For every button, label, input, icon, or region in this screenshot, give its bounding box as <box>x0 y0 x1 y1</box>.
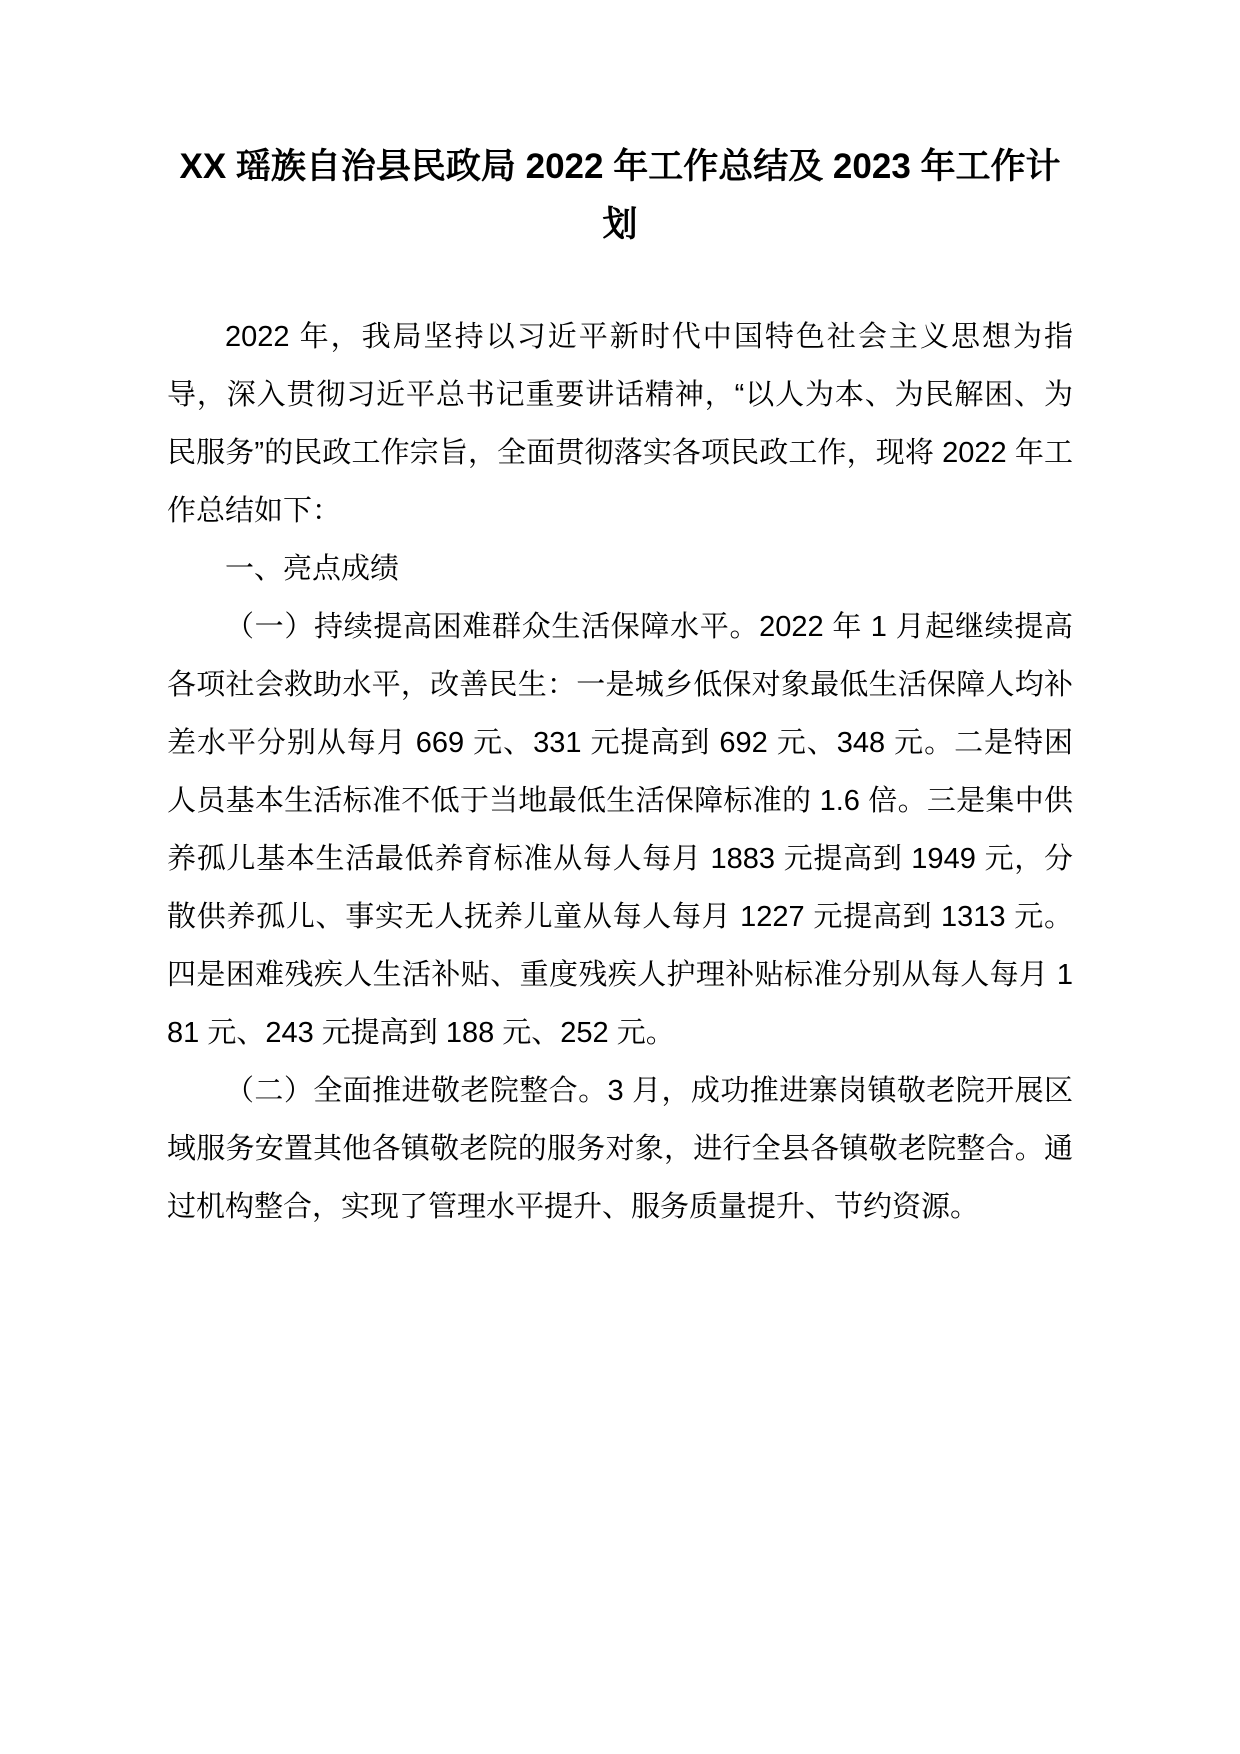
document-body <box>167 308 1073 1236</box>
section-heading-highlights: 一、亮点成绩 <box>225 553 400 585</box>
paragraph-section-2: （二）全面推进敬老院整合。3 月，成功推进寨岗镇敬老院开展区域服务安置其他各镇敬老院的服务对象，进行全县各镇敬老院整合。通过机构整合，实现了管理水平提升、服务质量提升、节约资源。 <box>167 1075 1073 1223</box>
document-title: XX 瑶族自治县民政局 2022 年工作总结及 2023 年工作计划 <box>179 147 1061 244</box>
paragraph-section-1: （一）持续提高困难群众生活保障水平。2022 年 1 月起继续提高各项社会救助水平，改善民生：一是城乡低保对象最低生活保障人均补差水平分别从每月 669 元、331 元提高到 692 元、348 元。二是特困人员基本生活标准不低于当地最低生活保障标准的 1.6 倍。三是集中供养孤儿基本生活最低养育标准从每人每月 1883 元提高到 1949 元，分散供养孤儿、事实无人抚养儿童从每人每月 1227 元提高到 1313 元。四是困难残疾人生活补贴、重度残疾人护理补贴标准分别从每人每月 181 元、243 元提高到 188 元、252 元。 <box>167 611 1073 1049</box>
paragraph-intro: 2022 年，我局坚持以习近平新时代中国特色社会主义思想为指导，深入贯彻习近平总书记重要讲话精神，“以人为本、为民解困、为民服务”的民政工作宗旨，全面贯彻落实各项民政工作，现将 2022 年工作总结如下： <box>167 321 1073 527</box>
